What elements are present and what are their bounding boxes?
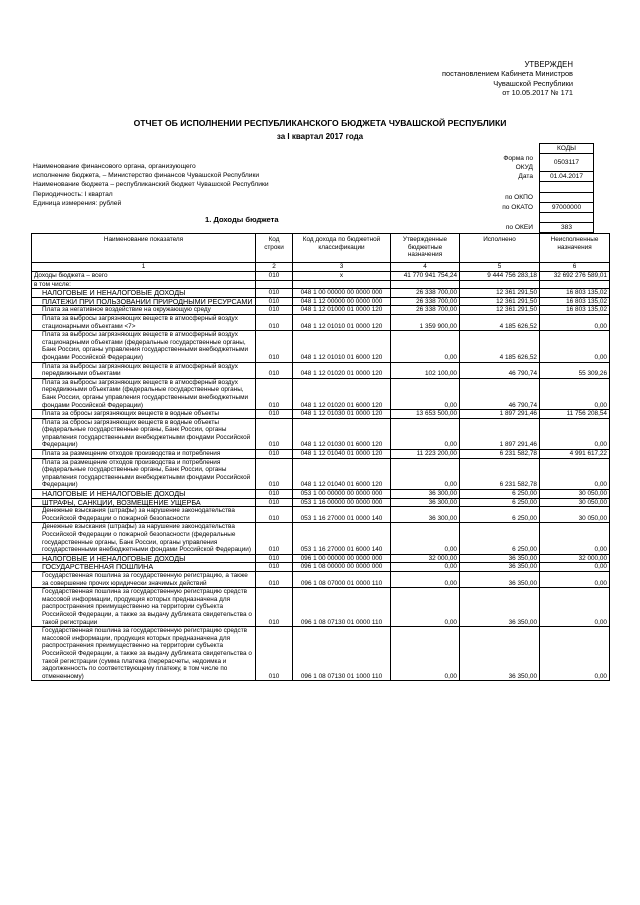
table-row <box>32 378 610 409</box>
row-name: Плата за сбросы загрязняющих веществ в водные объекты <box>32 410 256 419</box>
approval-line-3: от 10.05.2017 № 171 <box>502 87 573 97</box>
row-approved: 26 338 700,00 <box>391 289 460 298</box>
row-approved: 26 338 700,00 <box>391 306 460 315</box>
row-unexecuted: 0,00 <box>540 378 610 409</box>
row-name: ГОСУДАРСТВЕННАЯ ПОШЛИНА <box>32 563 256 572</box>
row-executed: 1 897 291,46 <box>460 418 540 449</box>
row-executed: 12 361 291,50 <box>460 289 540 298</box>
table-row <box>32 289 610 298</box>
row-name: Плата за выбросы загрязняющих веществ в атмосферный воздух передвижными объектами (федеральные государственные органы, Банк России, органы управления государственными внебюджетными фондами Российской Федерации) <box>32 378 256 409</box>
section-title: 1. Доходы бюджета <box>205 215 279 224</box>
row-name: Плата за размещение отходов производства и потребления <box>32 450 256 459</box>
row-executed: 36 350,00 <box>460 563 540 572</box>
row-name: НАЛОГОВЫЕ И НЕНАЛОГОВЫЕ ДОХОДЫ <box>32 289 256 298</box>
col-header-classif: Код дохода по бюджетной классификации <box>293 234 391 263</box>
okato-label: по ОКАТО <box>502 203 533 211</box>
col-number: 5 <box>460 263 540 272</box>
codes-header: КОДЫ <box>540 144 594 154</box>
row-classification-code: 053 1 00 00000 00 0000 000 <box>293 490 391 499</box>
row-unexecuted: 0,00 <box>540 588 610 627</box>
row-name: Плата за сбросы загрязняющих веществ в водные объекты (федеральные государственные органы, Банк России, органы управления государственными внебюджетными фондами Российской Федерации) <box>32 418 256 449</box>
row-classification-code: 048 1 12 01030 01 0000 120 <box>293 410 391 419</box>
row-line-code: 010 <box>256 418 293 449</box>
row-name: НАЛОГОВЫЕ И НЕНАЛОГОВЫЕ ДОХОДЫ <box>32 490 256 499</box>
row-unexecuted: 0,00 <box>540 314 610 330</box>
row-executed: 4 185 626,52 <box>460 331 540 362</box>
row-classification-code: 048 1 12 01030 01 6000 120 <box>293 418 391 449</box>
table-row <box>32 458 610 489</box>
row-approved: 36 300,00 <box>391 490 460 499</box>
row-approved: 13 653 500,00 <box>391 410 460 419</box>
row-unexecuted: 16 803 135,02 <box>540 306 610 315</box>
col-number: 6 <box>540 263 610 272</box>
row-line-code: 010 <box>256 627 293 681</box>
col-number: 1 <box>32 263 256 272</box>
row-line-code: 010 <box>256 306 293 315</box>
row-line-code <box>256 280 293 289</box>
row-executed: 36 350,00 <box>460 554 540 563</box>
row-line-code: 010 <box>256 331 293 362</box>
row-classification-code: 096 1 00 00000 00 0000 000 <box>293 554 391 563</box>
table-row <box>32 272 610 281</box>
table-row <box>32 314 610 330</box>
row-executed: 46 790,74 <box>460 362 540 378</box>
row-approved: 0,00 <box>391 458 460 489</box>
okpo-label: по ОКПО <box>505 193 533 201</box>
row-executed: 6 231 582,78 <box>460 458 540 489</box>
row-approved: 0,00 <box>391 571 460 587</box>
okud-label: Форма по ОКУД <box>503 154 533 171</box>
report-title: ОТЧЕТ ОБ ИСПОЛНЕНИИ РЕСПУБЛИКАНСКОГО БЮДЖЕТА ЧУВАШСКОЙ РЕСПУБЛИКИ <box>133 118 507 128</box>
row-executed: 6 231 582,78 <box>460 450 540 459</box>
row-executed: 36 350,00 <box>460 571 540 587</box>
row-classification-code: 048 1 12 01000 01 0000 120 <box>293 306 391 315</box>
row-unexecuted: 30 050,00 <box>540 498 610 507</box>
info-line-5: Единица измерения: рублей <box>33 199 122 207</box>
row-unexecuted: 0,00 <box>540 563 610 572</box>
row-approved: 0,00 <box>391 331 460 362</box>
row-classification-code: 048 1 00 00000 00 0000 000 <box>293 289 391 298</box>
col-header-approved: Утвержденные бюджетные назначения <box>391 234 460 263</box>
row-approved: 1 359 900,00 <box>391 314 460 330</box>
row-approved: 0,00 <box>391 418 460 449</box>
row-line-code: 010 <box>256 490 293 499</box>
row-name: Плата за выбросы загрязняющих веществ в атмосферный воздух стационарными объектами (федеральные государственные органы, Банк России, органы управления государственными внебюджетными фондами Российской Федерации) <box>32 331 256 362</box>
row-unexecuted: 0,00 <box>540 418 610 449</box>
row-approved: 0,00 <box>391 378 460 409</box>
row-executed: 6 250,00 <box>460 507 540 523</box>
row-line-code: 010 <box>256 458 293 489</box>
row-line-code: 010 <box>256 362 293 378</box>
row-unexecuted: 0,00 <box>540 571 610 587</box>
approval-heading: УТВЕРЖДЕН <box>524 60 573 69</box>
report-period: за I квартал 2017 года <box>276 132 364 141</box>
row-name: Денежные взыскания (штрафы) за нарушение законодательства Российской Федерации о пожарной безопасности <box>32 507 256 523</box>
table-row <box>32 410 610 419</box>
table-row <box>32 297 610 306</box>
table-row <box>32 450 610 459</box>
info-line-3: Наименование бюджета – республиканский бюджет Чувашской Республики <box>33 181 269 189</box>
row-approved <box>391 280 460 289</box>
row-name: Плата за выбросы загрязняющих веществ в атмосферный воздух стационарными объектами <7> <box>32 314 256 330</box>
row-line-code: 010 <box>256 314 293 330</box>
table-row <box>32 362 610 378</box>
row-classification-code: 048 1 12 01010 01 0000 120 <box>293 314 391 330</box>
row-classification-code: 048 1 12 00000 00 0000 000 <box>293 297 391 306</box>
row-name: Плата за негативное воздействие на окружающую среду <box>32 306 256 315</box>
row-name: Государственная пошлина за государственную регистрацию средств массовой информации, продукция которых предназначена для распространения преимущественно на территории субъекта Российской Федерации, а также за выдачу дубликата свидетельства о такой регистрации (сумма платежа (перерасчеты, недоимка и задолженность по соответствующему платежу, в том числе по отмененному) <box>32 627 256 681</box>
row-executed: 9 444 756 283,18 <box>460 272 540 281</box>
okud-value: 0503117 <box>540 154 594 172</box>
row-executed: 12 361 291,50 <box>460 297 540 306</box>
row-unexecuted: 30 050,00 <box>540 507 610 523</box>
row-name: ШТРАФЫ, САНКЦИИ, ВОЗМЕЩЕНИЕ УЩЕРБА <box>32 498 256 507</box>
row-line-code: 010 <box>256 563 293 572</box>
row-name: ПЛАТЕЖИ ПРИ ПОЛЬЗОВАНИИ ПРИРОДНЫМИ РЕСУРСАМИ <box>32 297 256 306</box>
row-classification-code: 096 1 08 07130 01 0000 110 <box>293 588 391 627</box>
info-line-4: Периодичность: I квартал <box>33 190 113 198</box>
row-executed: 6 250,00 <box>460 490 540 499</box>
row-line-code: 010 <box>256 498 293 507</box>
row-line-code: 010 <box>256 410 293 419</box>
row-classification-code: 096 1 08 07000 01 0000 110 <box>293 571 391 587</box>
col-header-name: Наименование показателя <box>32 234 256 263</box>
info-line-2: исполнение бюджета, – Министерство финансов Чувашской Республики <box>33 172 260 180</box>
approval-line-2: Чувашской Республики <box>493 78 573 88</box>
row-line-code: 010 <box>256 272 293 281</box>
row-classification-code: 096 1 08 07130 01 1000 110 <box>293 627 391 681</box>
row-approved: 26 338 700,00 <box>391 297 460 306</box>
row-line-code: 010 <box>256 571 293 587</box>
row-classification-code: x <box>293 272 391 281</box>
table-row <box>32 418 610 449</box>
row-executed: 6 250,00 <box>460 523 540 554</box>
table-row <box>32 490 610 499</box>
row-classification-code: 048 1 12 01040 01 6000 120 <box>293 458 391 489</box>
col-header-unexecuted: Неисполненные назначения <box>540 234 610 263</box>
okei-label: по ОКЕИ <box>505 224 533 232</box>
date-value: 01.04.2017 <box>540 172 594 182</box>
okpo-value <box>540 192 594 202</box>
row-approved: 0,00 <box>391 523 460 554</box>
row-name: Денежные взыскания (штрафы) за нарушение законодательства Российской Федерации о пожарной безопасности (федеральные государственные органы, Банк России, органы управления государственными внебюджетными фондами Российской Федерации) <box>32 523 256 554</box>
codes-box <box>482 143 594 233</box>
row-name: НАЛОГОВЫЕ И НЕНАЛОГОВЫЕ ДОХОДЫ <box>32 554 256 563</box>
col-header-line-code: Код строки <box>256 234 293 263</box>
row-executed: 12 361 291,50 <box>460 306 540 315</box>
row-unexecuted: 11 756 208,54 <box>540 410 610 419</box>
row-line-code: 010 <box>256 588 293 627</box>
report-info <box>33 162 353 208</box>
row-unexecuted: 32 000,00 <box>540 554 610 563</box>
okato-value: 97000000 <box>540 202 594 212</box>
col-number: 2 <box>256 263 293 272</box>
row-unexecuted: 16 803 135,02 <box>540 289 610 298</box>
row-classification-code: 048 1 12 01020 01 0000 120 <box>293 362 391 378</box>
approval-block <box>343 60 573 97</box>
row-approved: 36 300,00 <box>391 498 460 507</box>
row-name: Государственная пошлина за государственную регистрацию средств массовой информации, продукция которых предназначена для распространения преимущественно на территории субъекта Российской Федерации, а также за выдачу дубликата свидетельства о такой регистрации <box>32 588 256 627</box>
approval-line-1: постановлением Кабинета Министров <box>442 69 573 79</box>
row-approved: 102 100,00 <box>391 362 460 378</box>
row-executed: 4 185 626,52 <box>460 314 540 330</box>
col-number: 3 <box>293 263 391 272</box>
row-unexecuted <box>540 280 610 289</box>
row-executed: 6 250,00 <box>460 498 540 507</box>
row-line-code: 010 <box>256 378 293 409</box>
row-unexecuted: 32 692 276 589,01 <box>540 272 610 281</box>
row-unexecuted: 0,00 <box>540 331 610 362</box>
row-classification-code: 048 1 12 01040 01 0000 120 <box>293 450 391 459</box>
row-unexecuted: 0,00 <box>540 523 610 554</box>
table-row <box>32 498 610 507</box>
col-header-executed: Исполнено <box>460 234 540 263</box>
row-approved: 41 770 941 754,24 <box>391 272 460 281</box>
row-unexecuted: 30 050,00 <box>540 490 610 499</box>
table-row <box>32 627 610 681</box>
row-unexecuted: 0,00 <box>540 627 610 681</box>
row-executed: 36 350,00 <box>460 588 540 627</box>
table-row <box>32 563 610 572</box>
row-classification-code: 053 1 16 00000 00 0000 000 <box>293 498 391 507</box>
row-approved: 0,00 <box>391 627 460 681</box>
row-classification-code: 048 1 12 01020 01 6000 120 <box>293 378 391 409</box>
row-unexecuted: 16 803 135,02 <box>540 297 610 306</box>
table-row <box>32 306 610 315</box>
col-number: 4 <box>391 263 460 272</box>
row-unexecuted: 4 991 617,22 <box>540 450 610 459</box>
row-executed <box>460 280 540 289</box>
row-classification-code: 053 1 16 27000 01 0000 140 <box>293 507 391 523</box>
table-row <box>32 331 610 362</box>
row-executed: 36 350,00 <box>460 627 540 681</box>
row-name: Доходы бюджета – всего <box>32 272 256 281</box>
date-label: Дата <box>518 173 533 181</box>
row-line-code: 010 <box>256 554 293 563</box>
row-classification-code <box>293 280 391 289</box>
row-unexecuted: 0,00 <box>540 458 610 489</box>
info-line-1: Наименование финансового органа, организующего <box>33 163 196 170</box>
table-row <box>32 571 610 587</box>
row-line-code: 010 <box>256 450 293 459</box>
okei-value: 383 <box>540 223 594 233</box>
row-line-code: 010 <box>256 289 293 298</box>
row-approved: 0,00 <box>391 563 460 572</box>
row-line-code: 010 <box>256 297 293 306</box>
row-classification-code: 096 1 08 00000 00 0000 000 <box>293 563 391 572</box>
row-executed: 1 897 291,46 <box>460 410 540 419</box>
row-line-code: 010 <box>256 507 293 523</box>
row-name: Плата за размещение отходов производства и потребления (федеральные государственные органы, Банк России, органы управления государственными внебюджетными фондами Российской Федерации) <box>32 458 256 489</box>
table-row <box>32 588 610 627</box>
row-approved: 0,00 <box>391 588 460 627</box>
row-approved: 36 300,00 <box>391 507 460 523</box>
row-executed: 46 790,74 <box>460 378 540 409</box>
row-name: в том числе: <box>32 280 256 289</box>
row-name: Плата за выбросы загрязняющих веществ в атмосферный воздух передвижными объектами <box>32 362 256 378</box>
table-row <box>32 523 610 554</box>
row-classification-code: 053 1 16 27000 01 6000 140 <box>293 523 391 554</box>
table-row <box>32 507 610 523</box>
revenue-table <box>31 233 610 681</box>
row-approved: 32 000,00 <box>391 554 460 563</box>
row-classification-code: 048 1 12 01010 01 6000 120 <box>293 331 391 362</box>
row-approved: 11 223 200,00 <box>391 450 460 459</box>
row-line-code: 010 <box>256 523 293 554</box>
row-unexecuted: 55 309,26 <box>540 362 610 378</box>
row-name: Государственная пошлина за государственную регистрацию, а также за совершение прочих юридически значимых действий <box>32 571 256 587</box>
